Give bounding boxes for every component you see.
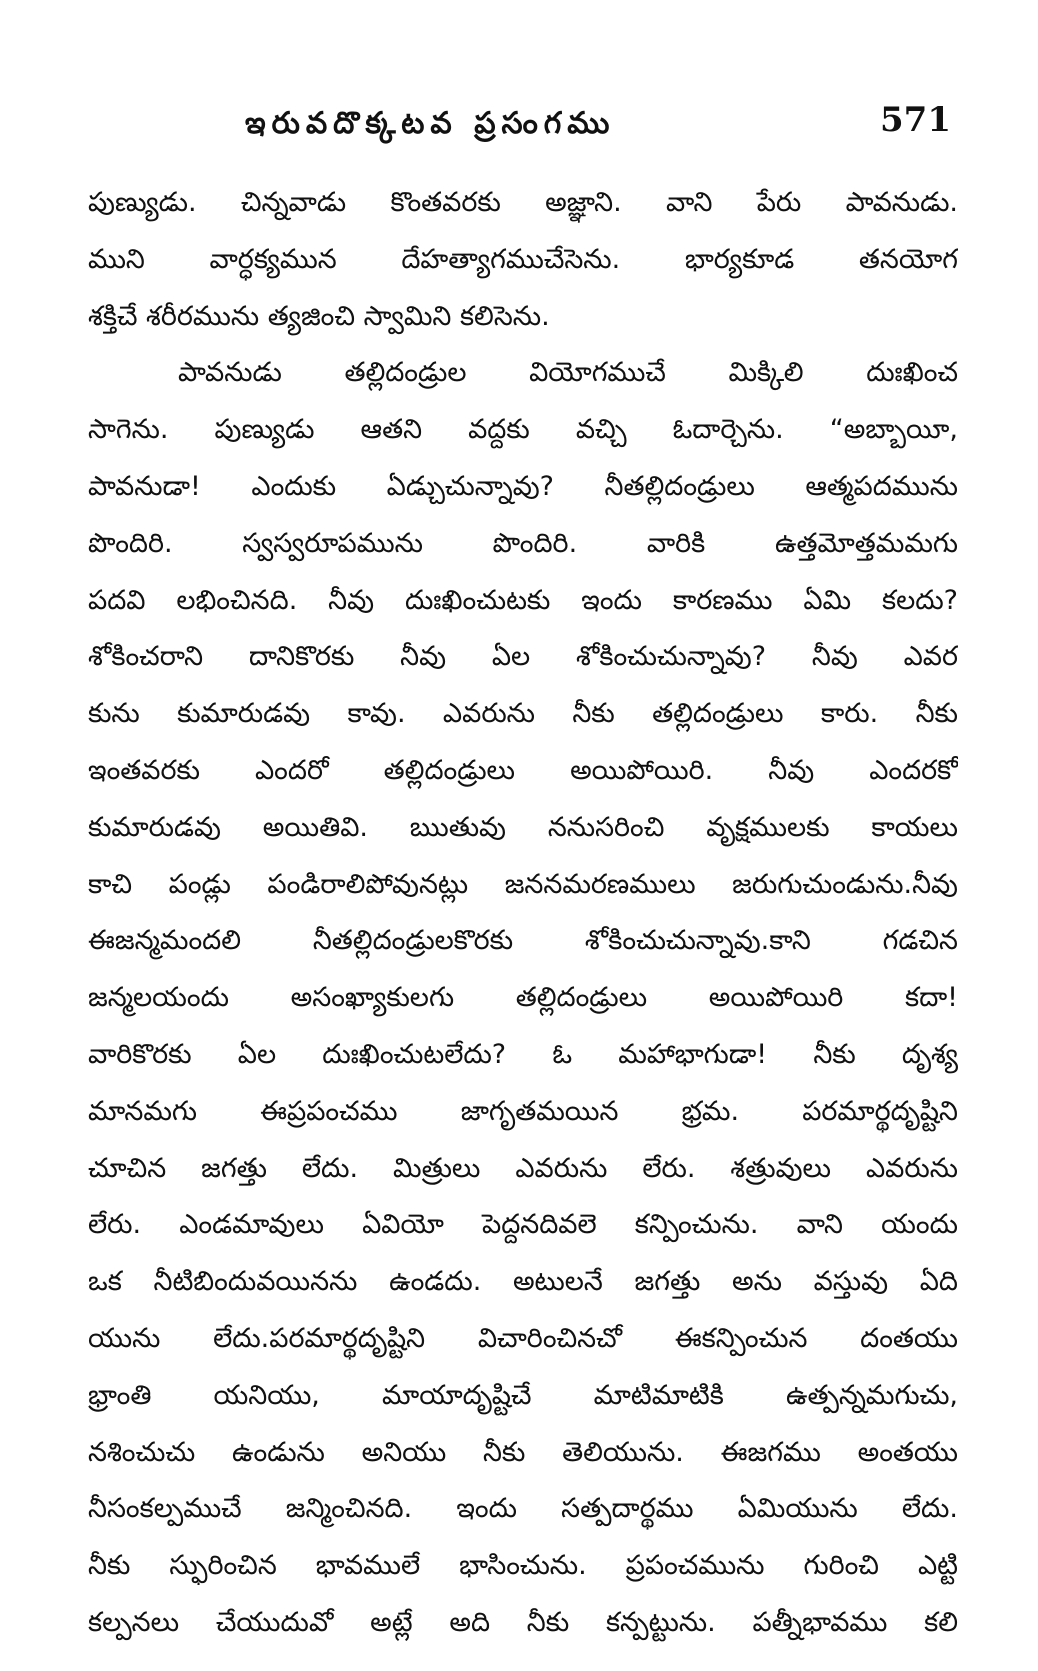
text-line: శోకించరాని దానికొరకు నీవు ఏల శోకించుచున్నావు? నీవు ఎవర <box>88 641 958 673</box>
text-line: జన్మలయందు అసంఖ్యాకులగు తల్లిదండ్రులు అయిపోయిరి కదా! <box>88 982 958 1014</box>
text-line: కల్పనలు చేయుదువో అట్లే అది నీకు కన్పట్టును. పత్నీభావము కలి <box>88 1606 958 1638</box>
text-line: ఇంతవరకు ఎందరో తల్లిదండ్రులు అయిపోయిరి. నీవు ఎందరకో <box>88 754 958 786</box>
text-line: వారికొరకు ఏల దుఃఖించుటలేదు? ఓ మహాభాగుడా! నీకు దృశ్య <box>88 1038 958 1070</box>
text-line: మానమగు ఈప్రపంచము జాగృతమయిన భ్రమ. పరమార్థదృష్టిని <box>88 1095 958 1127</box>
text-line: లేరు. ఎండమావులు ఏవియో పెద్దనదివలె కన్పించును. వాని యందు <box>88 1209 958 1241</box>
text-line: కాచి పండ్లు పండిరాలిపోవునట్లు జననమరణములు జరుగుచుండును.నీవు <box>88 868 958 900</box>
chapter-title: ఇరువదొక్కటవ ప్రసంగము <box>245 106 616 141</box>
text-line: ఈజన్మమందలి నీతల్లిదండ్రులకొరకు శోకించుచున్నావు.కాని గడచిన <box>88 925 958 957</box>
page-number: 571 <box>880 100 951 140</box>
text-line: భ్రాంతి యనియు, మాయాదృష్టిచే మాటిమాటికి ఉత్పన్నమగుచు, <box>88 1379 958 1411</box>
text-line: కును కుమారుడవు కావు. ఎవరును నీకు తల్లిదండ్రులు కారు. నీకు <box>88 698 958 730</box>
text-line: కుమారుడవు అయితివి. ఋతువు ననుసరించి వృక్షములకు కాయలు <box>88 811 958 843</box>
body-text <box>88 175 958 1652</box>
text-line: నశించుచు ఉండును అనియు నీకు తెలియును. ఈజగము అంతయు <box>88 1436 958 1468</box>
text-line: ఒక నీటిబిందువయినను ఉండదు. అటులనే జగత్తు అను వస్తువు ఏది <box>88 1266 958 1298</box>
text-line: పావనుడా! ఎందుకు ఏడ్చుచున్నావు? నీతల్లిదండ్రులు ఆత్మపదమును <box>88 470 958 502</box>
text-line: పావనుడు తల్లిదండ్రుల వియోగముచే మిక్కిలి దుఃఖించ <box>178 357 958 389</box>
text-line: పదవి లభించినది. నీవు దుఃఖించుటకు ఇందు కారణము ఏమి కలదు? <box>88 584 958 616</box>
running-header <box>0 100 1038 150</box>
text-line: ముని వార్ధక్యమున దేహత్యాగముచేసెను. భార్యకూడ తనయోగ <box>88 243 958 275</box>
text-line: నీకు స్ఫురించిన భావములే భాసించును. ప్రపంచమును గురించి ఎట్టి <box>88 1550 958 1582</box>
text-line: నీసంకల్పముచే జన్మించినది. ఇందు సత్పదార్థము ఏమియును లేదు. <box>88 1493 958 1525</box>
text-line: చూచిన జగత్తు లేదు. మిత్రులు ఎవరును లేరు. శత్రువులు ఎవరును <box>88 1152 958 1184</box>
text-line: పొందిరి. స్వస్వరూపమును పొందిరి. వారికి ఉత్తమోత్తమమగు <box>88 527 958 559</box>
text-line: శక్తిచే శరీరమును త్యజించి స్వామిని కలిసెను. <box>88 300 550 332</box>
text-line: యును లేదు.పరమార్థదృష్టిని విచారించినచో ఈకన్పించున దంతయు <box>88 1322 958 1354</box>
text-line: సాగెను. పుణ్యుడు ఆతని వద్దకు వచ్చి ఓదార్చెను. “అబ్బాయీ, <box>88 414 958 446</box>
text-line: పుణ్యుడు. చిన్నవాడు కొంతవరకు అజ్ఞాని. వాని పేరు పావనుడు. <box>88 187 958 218</box>
